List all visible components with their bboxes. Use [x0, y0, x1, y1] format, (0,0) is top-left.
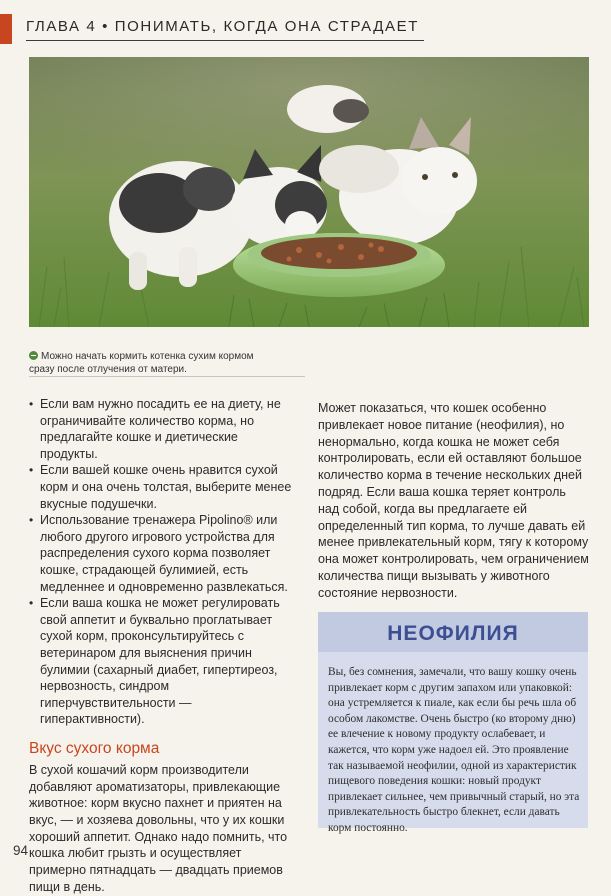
tip-bullet: • Если вам нужно посадить ее на диету, не ограничивайте количество корма, но предлагайте кошке и диетические продукты. — [29, 396, 297, 462]
chapter-header — [0, 0, 611, 52]
tip-bullet: • Использование тренажера Pipolino® или любого другого игрового устройства для распределения сухого корма позволяет кошке, страдающей булимией, есть медленнее и одновременно развлекаться. — [29, 512, 297, 595]
sidebar-box-text: Вы, без сомнения, замечали, что вашу кошку очень привлекает корм с другим запахом или упаковкой: она устремляется к пиале, как если бы речь шла об особом лакомстве. Очень быстро (ко второму дню) ее влечение к новому продукту ослабевает, и кажется, что корм уже надоел ей. Это проявление так называемой неофилии, одной из характеристик пищевого поведения кошки: новый продукт привлекает сильнее, чем привычный старый, но эта привлекательность быстро блекнет, если давать корм постоянно. — [328, 666, 580, 834]
photo-marker-icon — [29, 351, 38, 360]
photo-caption — [29, 350, 259, 376]
right-column — [318, 400, 590, 602]
page-number: 94 — [13, 843, 29, 858]
right-column-paragraph: Может показаться, что кошек особенно привлекает новое питание (неофилия), но ненормально, когда кошка не может себя контролировать, если ей оставляют большое количество корма в течение нескольких дней подряд. Если ваша кошка теряет контроль над собой, когда вы предлагаете ей определенный тип корма, то лучше давать ей менее привлекательный корм, тягу к которому она может контролировать, чем ограничением количества пищи вызывать у животного состояние нервозности. — [318, 401, 589, 600]
chapter-underline — [26, 40, 424, 41]
section-heading: Вкус сухого корма — [29, 739, 160, 757]
left-column — [29, 396, 297, 896]
section-paragraph: В сухой кошачий корм производители добавляют ароматизаторы, привлекающие животное: корм вкусно пахнет и приятен на вкус, — и хозяева довольны, что у их кошки хороший аппетит. Однако надо помнить, что кошка любит грызть и осуществляет примерно пятнадцать — двадцать приемов пищи в день. — [29, 762, 288, 894]
photo-caption-text: Можно начать кормить котенка сухим кормом сразу после отлучения от матери. — [29, 351, 254, 375]
sidebar-box-header — [318, 612, 588, 652]
chapter-title: ГЛАВА 4 • ПОНИМАТЬ, КОГДА ОНА СТРАДАЕТ — [26, 18, 419, 35]
neophilia-sidebar-box — [318, 612, 588, 834]
tip-bullet: • Если ваша кошка не может регулировать свой аппетит и буквально проглатывает сухой корм, проконсультируйтесь с ветеринаром для выяснения причин булимии (сахарный диабет, гипертиреоз, нервозность, синдром гиперчувствительности — гиперактивности). — [29, 595, 297, 728]
caption-divider — [29, 376, 305, 377]
chapter-accent-bar — [0, 14, 12, 44]
kittens-photo — [29, 57, 589, 327]
sidebar-box-title: НЕОФИЛИЯ — [387, 622, 519, 645]
tip-bullet: • Если вашей кошке очень нравится сухой корм и она очень толстая, выберите менее вкусные подушечки. — [29, 462, 297, 512]
